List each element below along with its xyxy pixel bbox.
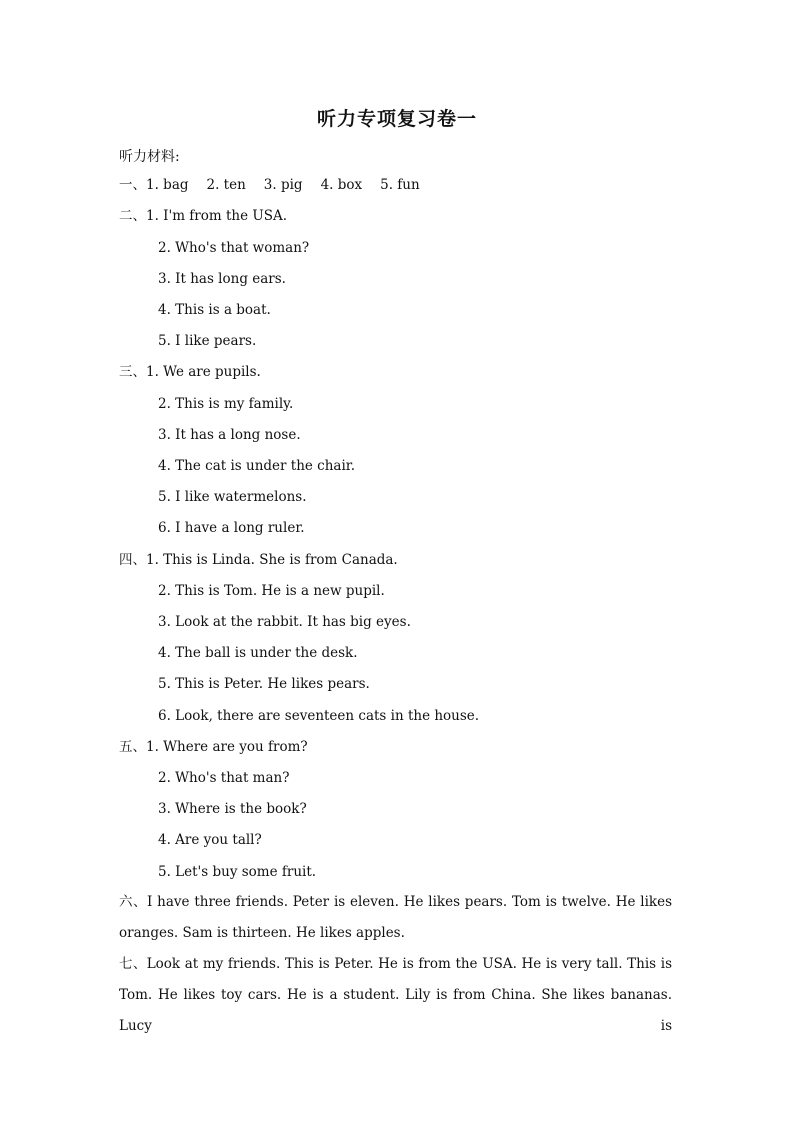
section-4-item: 2. This is Tom. He is a new pupil. <box>158 583 385 599</box>
section-4-item: 1. This is Linda. She is from Canada. <box>146 552 398 568</box>
section-1-item: 5. fun <box>380 177 420 193</box>
section-2-line <box>119 207 287 225</box>
section-1-line <box>119 176 438 194</box>
section-1-item: 1. bag <box>146 177 189 193</box>
section-2-item: 1. I'm from the USA. <box>146 208 288 224</box>
section-4-number: 四、 <box>119 552 146 568</box>
section-2-item: 4. This is a boat. <box>158 302 271 318</box>
section-6-line: oranges. Sam is thirteen. He likes apples. <box>119 925 405 941</box>
section-5-item: 4. Are you tall? <box>158 832 262 848</box>
section-5-number: 五、 <box>119 739 146 755</box>
section-2-item: 3. It has long ears. <box>158 271 286 287</box>
section-2-number: 二、 <box>119 208 146 224</box>
section-7-line: 七、Look at my friends. This is Peter. He is from the USA. He is very tall. This is <box>119 956 672 972</box>
section-7-paragraph <box>119 949 672 1042</box>
section-5-item: 2. Who's that man? <box>158 770 290 786</box>
section-5-item: 5. Let's buy some fruit. <box>158 864 317 880</box>
section-heading: 听力材料: <box>119 149 180 165</box>
section-2-item: 2. Who's that woman? <box>158 240 310 256</box>
section-3-item: 1. We are pupils. <box>146 364 261 380</box>
section-1-number: 一、 <box>119 177 146 193</box>
section-1-item: 4. box <box>320 177 363 193</box>
section-6-line: 六、I have three friends. Peter is eleven. He likes pears. Tom is twelve. He likes <box>119 894 672 910</box>
section-3-line <box>119 363 261 381</box>
section-3-item: 4. The cat is under the chair. <box>158 458 356 474</box>
section-6-paragraph <box>119 887 672 949</box>
section-1-item: 2. ten <box>206 177 246 193</box>
page-title: 听力专项复习卷一 <box>316 108 477 130</box>
section-4-item: 5. This is Peter. He likes pears. <box>158 676 370 692</box>
section-4-item: 3. Look at the rabbit. It has big eyes. <box>158 614 411 630</box>
section-1-item: 3. pig <box>263 177 303 193</box>
section-4-line <box>119 551 398 569</box>
section-3-item: 2. This is my family. <box>158 396 294 412</box>
section-4-item: 6. Look, there are seventeen cats in the house. <box>158 708 480 724</box>
section-3-item: 5. I like watermelons. <box>158 489 307 505</box>
section-5-item: 1. Where are you from? <box>146 739 308 755</box>
section-3-item: 6. I have a long ruler. <box>158 520 305 536</box>
section-3-item: 3. It has a long nose. <box>158 427 301 443</box>
section-2-item: 5. I like pears. <box>158 333 257 349</box>
section-3-number: 三、 <box>119 364 146 380</box>
section-5-line <box>119 738 308 756</box>
section-4-item: 4. The ball is under the desk. <box>158 645 358 661</box>
section-5-item: 3. Where is the book? <box>158 801 307 817</box>
section-7-line: Tom. He likes toy cars. He is a student. Lily is from China. She likes bananas. Lucy is <box>119 987 672 1034</box>
